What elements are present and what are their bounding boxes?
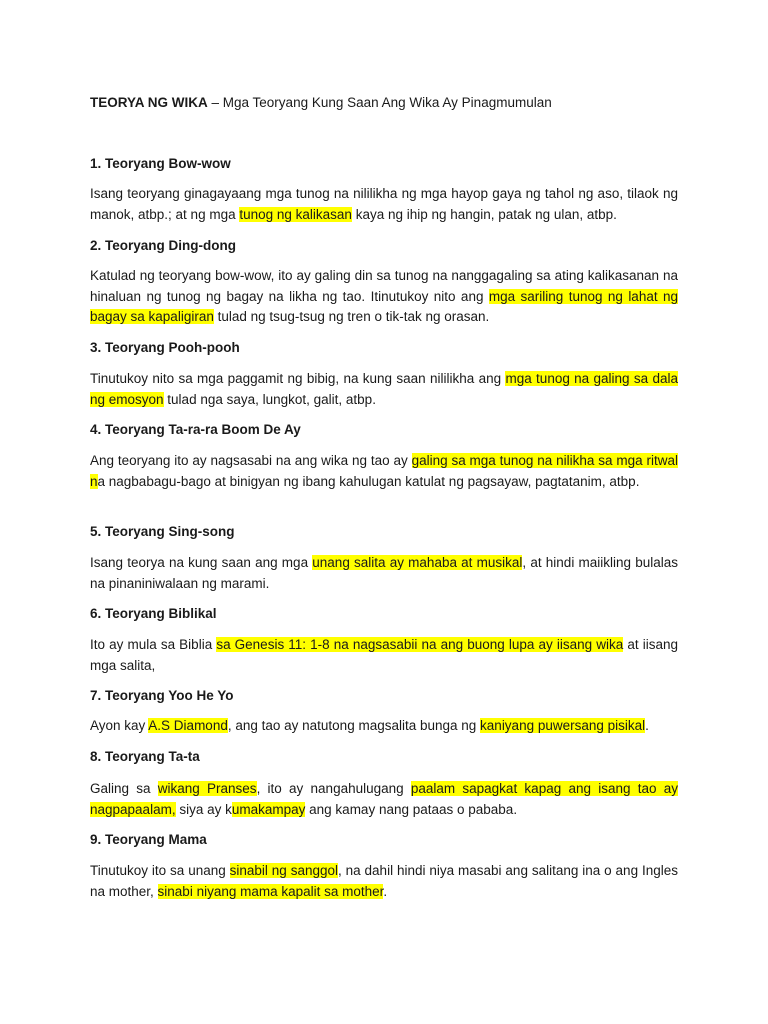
section-heading-6: 6. Teoryang Biblikal (90, 606, 217, 621)
body-text: tulad ng tsug-tsug ng tren o tik-tak ng orasan. (213, 309, 490, 324)
section-heading-8: 8. Teoryang Ta-ta (90, 749, 200, 764)
body-text: siya ay k (175, 801, 232, 817)
section-body-2 (90, 266, 678, 328)
highlighted-text: umakampay (231, 801, 306, 817)
body-text: Tinutukoy nito sa mga paggamit ng bibig, na kung saan nililikha ang (90, 371, 506, 386)
section-body-7 (90, 716, 678, 737)
highlighted-text: paalam sapagkat kapag ang isang tao ay nagpapaalam, (90, 781, 678, 817)
highlighted-text: galing sa mga tunog na nilikha sa mga ritwal n (90, 453, 679, 489)
document-title (90, 94, 552, 112)
section-heading-9: 9. Teoryang Mama (90, 832, 207, 847)
section-heading-1: 1. Teoryang Bow-wow (90, 156, 231, 171)
highlighted-text: sa Genesis 11: 1-8 na nagsasabii na ang buong lupa ay iisang wika (216, 637, 624, 652)
highlighted-text: unang salita ay mahaba at musikal (312, 555, 523, 570)
document-title-bold: TEORYA NG WIKA (90, 95, 208, 110)
section-body-3 (90, 369, 678, 410)
body-text: Ang teoryang ito ay nagsasabi na ang wika ng tao ay (90, 453, 412, 468)
section-body-1 (90, 184, 678, 225)
document-title-rest: – Mga Teoryang Kung Saan Ang Wika Ay Pinagmumulan (207, 95, 552, 110)
body-text: tulad nga saya, lungkot, galit, atbp. (163, 391, 376, 407)
section-heading-2: 2. Teoryang Ding-dong (90, 238, 236, 253)
body-text: , ang tao ay natutong magsalita bunga ng (227, 718, 481, 733)
body-text: Katulad ng teoryang bow-wow, ito ay galing din sa tunog na nanggagaling sa ating kalikasanan na hinaluan ng tunog ng bagay na likha ng tao. Itinutukoy nito ang (90, 268, 678, 304)
body-text: , ito ay nangahulugang (256, 781, 411, 796)
section-heading-7: 7. Teoryang Yoo He Yo (90, 688, 234, 703)
section-body-9 (90, 861, 678, 902)
body-text: Isang teoryang ginagayaang mga tunog na nililikha ng mga hayop gaya ng tahol ng aso, tilaok ng manok, atbp.; at ng mga (90, 186, 678, 222)
section-heading-4: 4. Teoryang Ta-ra-ra Boom De Ay (90, 422, 301, 437)
highlighted-text: mga tunog na galing sa dala ng emosyon (90, 371, 678, 407)
highlighted-text: sinabi niyang mama kapalit sa mother (157, 883, 384, 899)
highlighted-text: kaniyang puwersang pisikal (480, 718, 646, 733)
body-text: ang kamay nang pataas o pababa. (305, 801, 518, 817)
body-text: , at hindi maiikling bulalas na pinaniniwalaan ng marami. (90, 555, 679, 591)
highlighted-text: sinabil ng sanggol (229, 863, 338, 878)
section-body-5 (90, 553, 678, 594)
body-text: kaya ng ihip ng hangin, patak ng ulan, atbp. (351, 206, 617, 222)
section-body-6 (90, 635, 678, 676)
section-body-8 (90, 779, 678, 820)
section-body-4 (90, 451, 678, 492)
body-text: . (645, 718, 649, 733)
section-heading-3: 3. Teoryang Pooh-pooh (90, 340, 240, 355)
body-text: a nagbabagu-bago at binigyan ng ibang kahulugan katulat ng pagsayaw, pagtatanim, atbp. (97, 473, 640, 489)
highlighted-text: A.S Diamond (148, 718, 228, 733)
body-text: . (383, 883, 388, 899)
body-text: Ayon kay (90, 718, 149, 733)
highlighted-text: wikang Pranses (157, 781, 257, 796)
body-text: at iisang mga salita, (90, 637, 678, 673)
body-text: Tinutukoy ito sa unang (90, 863, 230, 878)
body-text: Ito ay mula sa Biblia (90, 637, 217, 652)
body-text: Galing sa (90, 781, 158, 796)
highlighted-text: mga sariling tunog ng lahat ng bagay sa kapaligiran (90, 288, 679, 324)
section-heading-5: 5. Teoryang Sing-song (90, 524, 235, 539)
body-text: , na dahil hindi niya masabi ang salitang ina o ang Ingles na mother, (90, 863, 678, 899)
body-text: Isang teorya na kung saan ang mga (90, 555, 313, 570)
highlighted-text: tunog ng kalikasan (239, 206, 352, 222)
